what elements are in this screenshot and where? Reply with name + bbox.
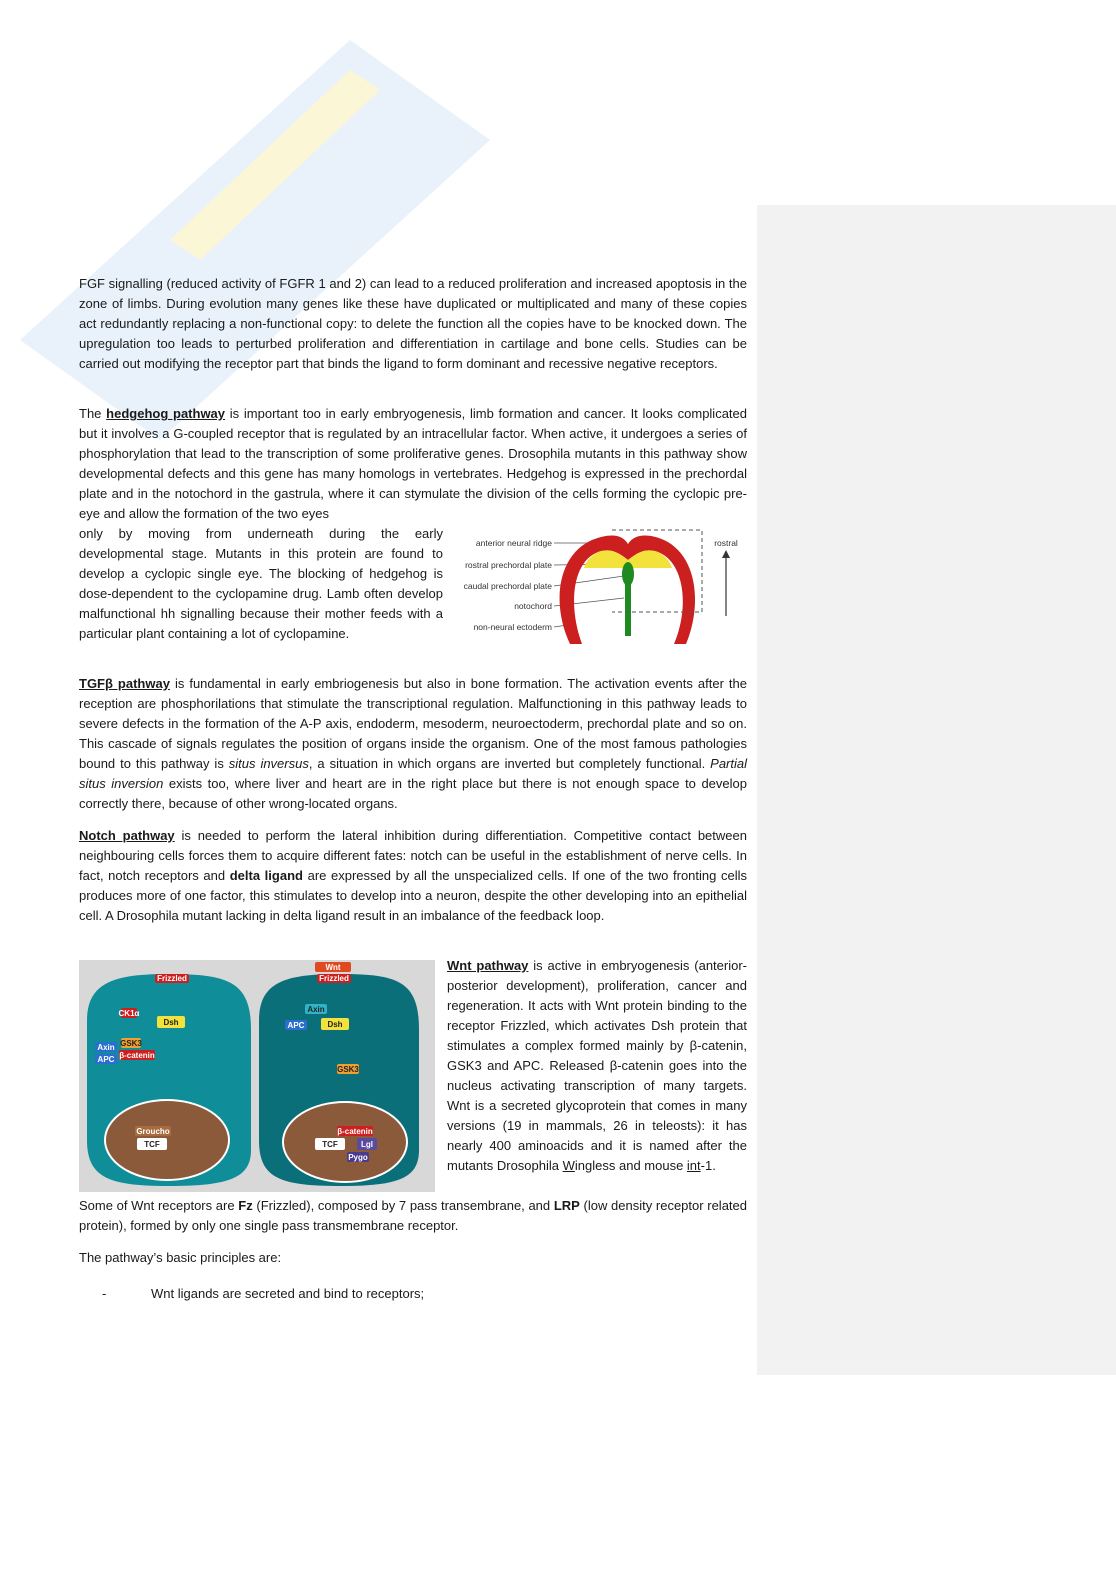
label-notochord: notochord	[514, 601, 552, 611]
wnt-right-axin: Axin	[307, 1005, 325, 1014]
list-item: - Wnt ligands are secreted and bind to receptors;	[102, 1286, 425, 1301]
wnt-right-gsk3: GSK3	[337, 1065, 359, 1074]
paragraph-tgfb: TGFβ pathway is fundamental in early embriogenesis but also in bone formation. The activation events after the reception are phosphorilations that stimulate the transcriptional regulation. Malfunctioning in this pathway leads to severe defects in the formation of the A-P axis, endoderm, mesoderm, neuroectoderm, prechordal plate and so on. This cascade of signals regulates the position of organs inside the organism. One of the most famous pathologies bound to this pathway is situs inversus, a situation in which organs are inverted but completely functional. Partial situs inversion exists too, where liver and heart are in the right place but there is not enough space to develop correctly there, because of other wrong-located organs.	[79, 676, 748, 811]
wnt-right-apc: APC	[287, 1021, 305, 1030]
hedgehog-embryo-diagram	[452, 526, 748, 650]
term-hedgehog: hedgehog pathway	[106, 406, 226, 421]
principles-list	[102, 1284, 747, 1304]
wnt-left-gsk3: GSK3	[120, 1039, 142, 1048]
label-anterior-neural-ridge: anterior neural ridge	[475, 538, 552, 548]
wnt-right-wnt: Wnt	[325, 963, 341, 972]
wnt-left-tcf: TCF	[144, 1140, 160, 1149]
label-non-neural-ectoderm: non-neural ectoderm	[473, 622, 552, 632]
wnt-left-ck1: CK1α	[118, 1009, 140, 1018]
paragraph-hedgehog: The hedgehog pathway is important too in early embryogenesis, limb formation and cancer. It looks complicated but it involves a G-coupled receptor that is regulated by an intracellular factor. When active, it undergoes a series of phosphorylation that lead to the transcription of some proliferative genes. Drosophila mutants in this pathway show developmental defects and this gene has many homologs in vertebrates. Hedgehog is expressed in the prechordal plate and in the notochord in the gastrula, where it can stymulate the division of the cells forming the cyclopic pre-eye and allow the formation of the two eyes	[79, 406, 747, 521]
wnt-right-dsh: Dsh	[327, 1020, 343, 1029]
wnt-right-pygo: Pygo	[348, 1153, 368, 1162]
wnt-left-frizzled: Frizzled	[157, 974, 187, 983]
term-wnt: Wnt pathway	[447, 958, 529, 973]
term-notch: Notch pathway	[79, 828, 175, 843]
paragraph-principles: The pathway’s basic principles are:	[79, 1250, 282, 1265]
paragraph-wnt: Wnt pathway is active in embryogenesis (anterior-posterior development), proliferation, cancer and regeneration. It acts with Wnt protein binding to the receptor Frizzled, which activates Dsh protein that stimulates a complex formed mainly by β-catenin, GSK3 and APC. Released β-catenin goes into the nucleus activating transcription of many targets. Wnt is a secreted glycoprotein that comes in many versions (19 in mammals, 26 in teleosts): it has nearly 400 aminoacids and it is named after the mutants Drosophila Wingless and mouse int-1.	[447, 958, 747, 1173]
paragraph-fgf: FGF signalling (reduced activity of FGFR 1 and 2) can lead to a reduced proliferation and increased apoptosis in the zone of limbs. During evolution many genes like these have duplicated or multiplicated and many of these copies act redundantly replacing a non-functional copy: to delete the function all the copies have to be knocked down. The upregulation too leads to perturbed proliferation and differentiation in cartilage and bone cells. Studies can be carried out modifying the receptor part that binds the ligand to form dominant and recessive negative receptors.	[79, 276, 747, 371]
paragraph-wnt-receptors: Some of Wnt receptors are Fz (Frizzled), composed by 7 pass transembrane, and LRP (low density receptor related protein), formed by only one single pass transmembrane receptor.	[79, 1198, 747, 1233]
wnt-right-bcatenin: β-catenin	[337, 1127, 373, 1136]
wnt-left-apc: APC	[97, 1055, 115, 1064]
paragraph-hedgehog-cont: only by moving from underneath during the early developmental stage. Mutants in this protein are found to develop a cyclopic single eye. The blocking of hedgehog is dose-dependent to the cyclopamine drug. Lamb often develop malfunctional hh signalling because their mother feeds with a particular plant containing a lot of cyclopamine.	[79, 526, 443, 641]
wnt-pathway-diagram	[79, 960, 435, 1192]
wnt-left-dsh: Dsh	[163, 1018, 179, 1027]
wnt-left-axin: Axin	[97, 1043, 115, 1052]
label-rostral-prechordal-plate: rostral prechordal plate	[465, 560, 552, 570]
wnt-right-tcf: TCF	[322, 1140, 338, 1149]
wnt-left-groucho: Groucho	[136, 1127, 170, 1136]
watermark-logo	[20, 30, 540, 450]
comment-pane	[757, 205, 1116, 1375]
label-caudal-prechordal-plate: caudal prechordal plate	[463, 581, 552, 591]
wnt-right-lgl: Lgl	[361, 1140, 373, 1149]
wnt-right-frizzled: Frizzled	[319, 974, 349, 983]
wnt-left-bcatenin: β-catenin	[119, 1051, 155, 1060]
term-tgfb: TGFβ pathway	[79, 676, 170, 691]
paragraph-notch: Notch pathway is needed to perform the lateral inhibition during differentiation. Competitive contact between neighbouring cells forces them to acquire different fates: notch can be useful in the establishment of nerve cells. In fact, notch receptors and delta ligand are expressed by all the unspecialized cells. If one of the two fronting cells produces more of one factor, this stimulates to develop into a neuron, despite the other developing into an epithelial cell. A Drosophila mutant lacking in delta ligand result in an imbalance of the feedback loop.	[79, 828, 747, 923]
label-rostral: rostral	[714, 538, 738, 548]
